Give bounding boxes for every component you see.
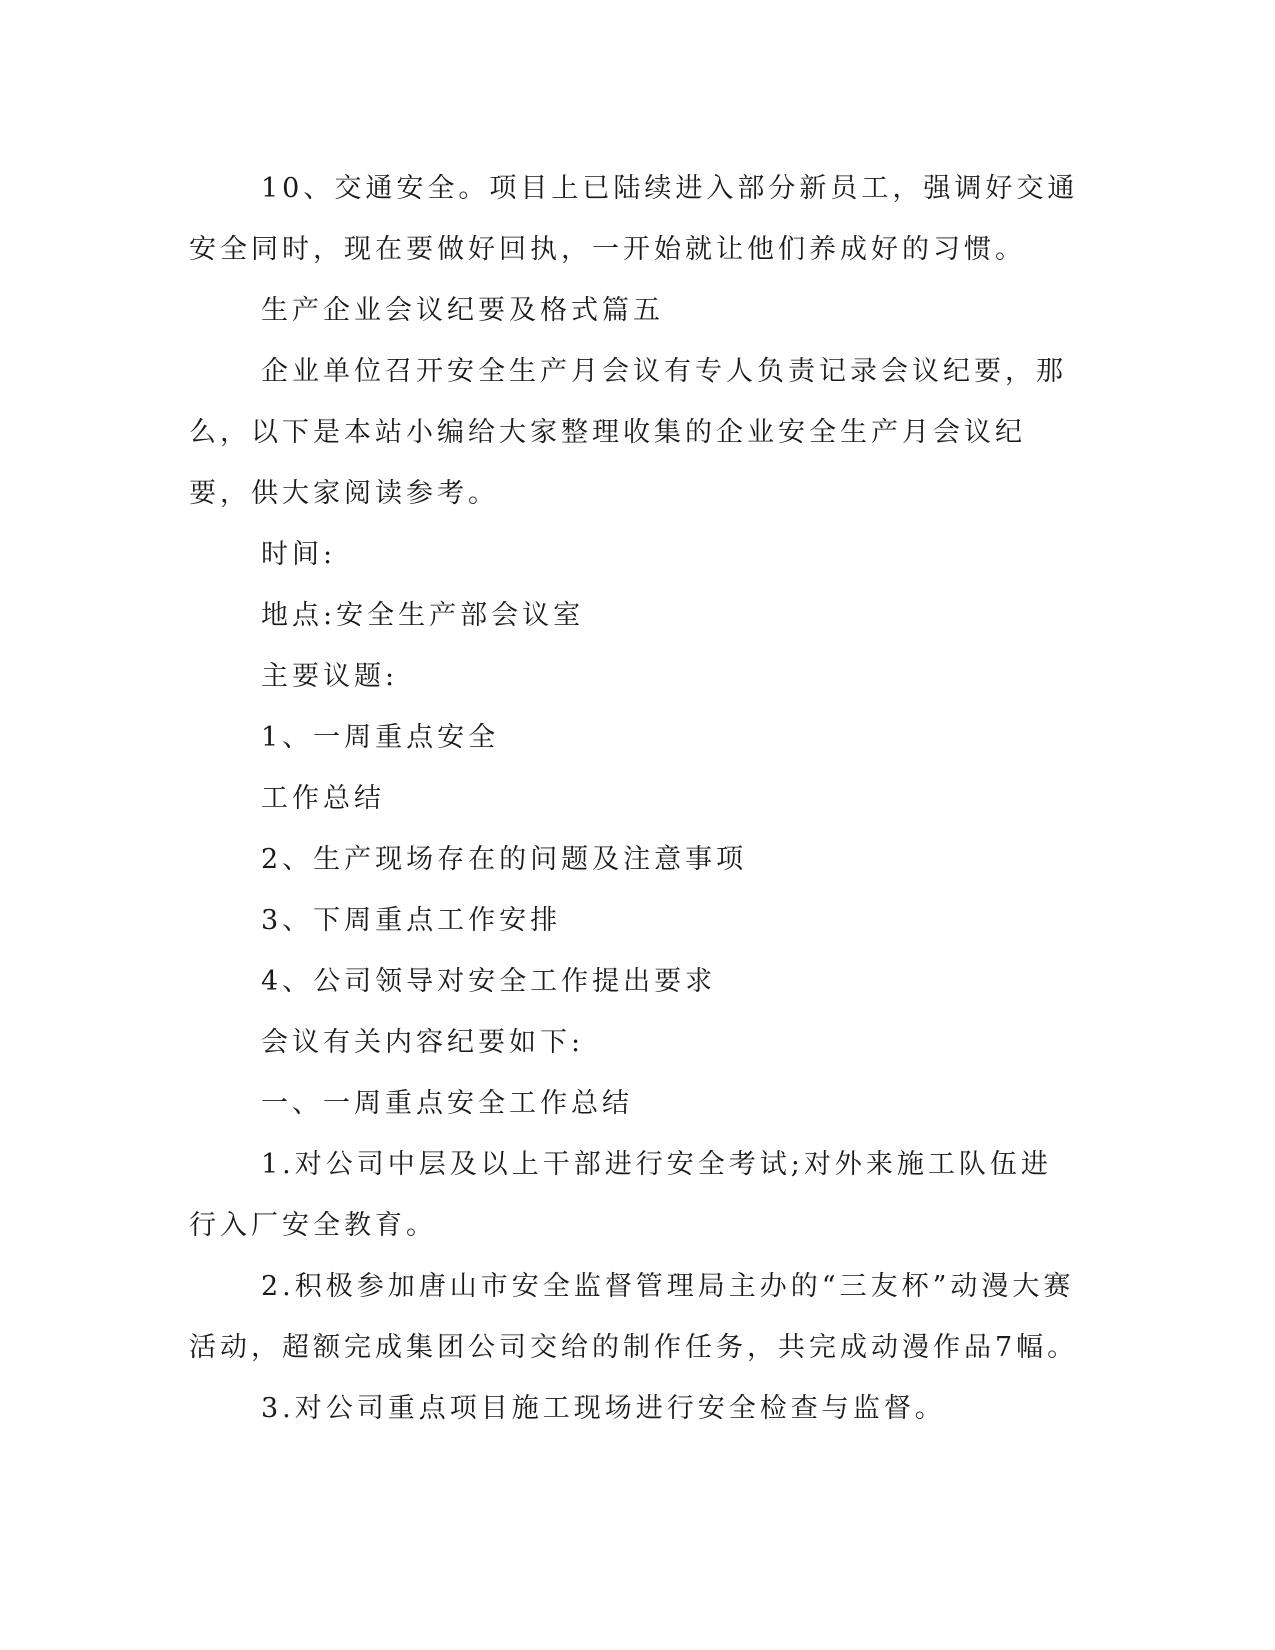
summary-item-1: 1.对公司中层及以上干部进行安全考试;对外来施工队伍进行入厂安全教育。 [189, 1149, 1052, 1241]
topic-item-1-cont: 工作总结 [261, 783, 385, 814]
section-one-heading: 一、一周重点安全工作总结 [261, 1088, 633, 1119]
section-heading: 生产企业会议纪要及格式篇五 [261, 295, 664, 326]
paragraph-traffic-safety: 10、交通安全。项目上已陆续进入部分新员工，强调好交通安全同时，现在要做好回执，一开始就让他们养成好的习惯。 [189, 173, 1079, 265]
summary-item-2: 2.积极参加唐山市安全监督管理局主办的“三友杯”动漫大赛活动，超额完成集团公司交给的制作任务，共完成动漫作品7幅。 [189, 1271, 1079, 1363]
topic-item-3: 3、下周重点工作安排 [261, 905, 562, 936]
main-topics-label: 主要议题: [261, 661, 399, 692]
topic-item-4: 4、公司领导对安全工作提出要求 [261, 966, 717, 997]
summary-item-3: 3.对公司重点项目施工现场进行安全检查与监督。 [261, 1393, 946, 1424]
document-body [189, 158, 1079, 1439]
meeting-time: 时间: [261, 539, 337, 570]
meeting-location: 地点:安全生产部会议室 [261, 600, 585, 631]
topic-item-1: 1、一周重点安全 [261, 722, 500, 753]
topic-item-2: 2、生产现场存在的问题及注意事项 [261, 844, 748, 875]
paragraph-intro: 企业单位召开安全生产月会议有专人负责记录会议纪要，那么，以下是本站小编给大家整理收集的企业安全生产月会议纪要，供大家阅读参考。 [189, 356, 1067, 509]
minutes-label: 会议有关内容纪要如下: [261, 1027, 585, 1058]
